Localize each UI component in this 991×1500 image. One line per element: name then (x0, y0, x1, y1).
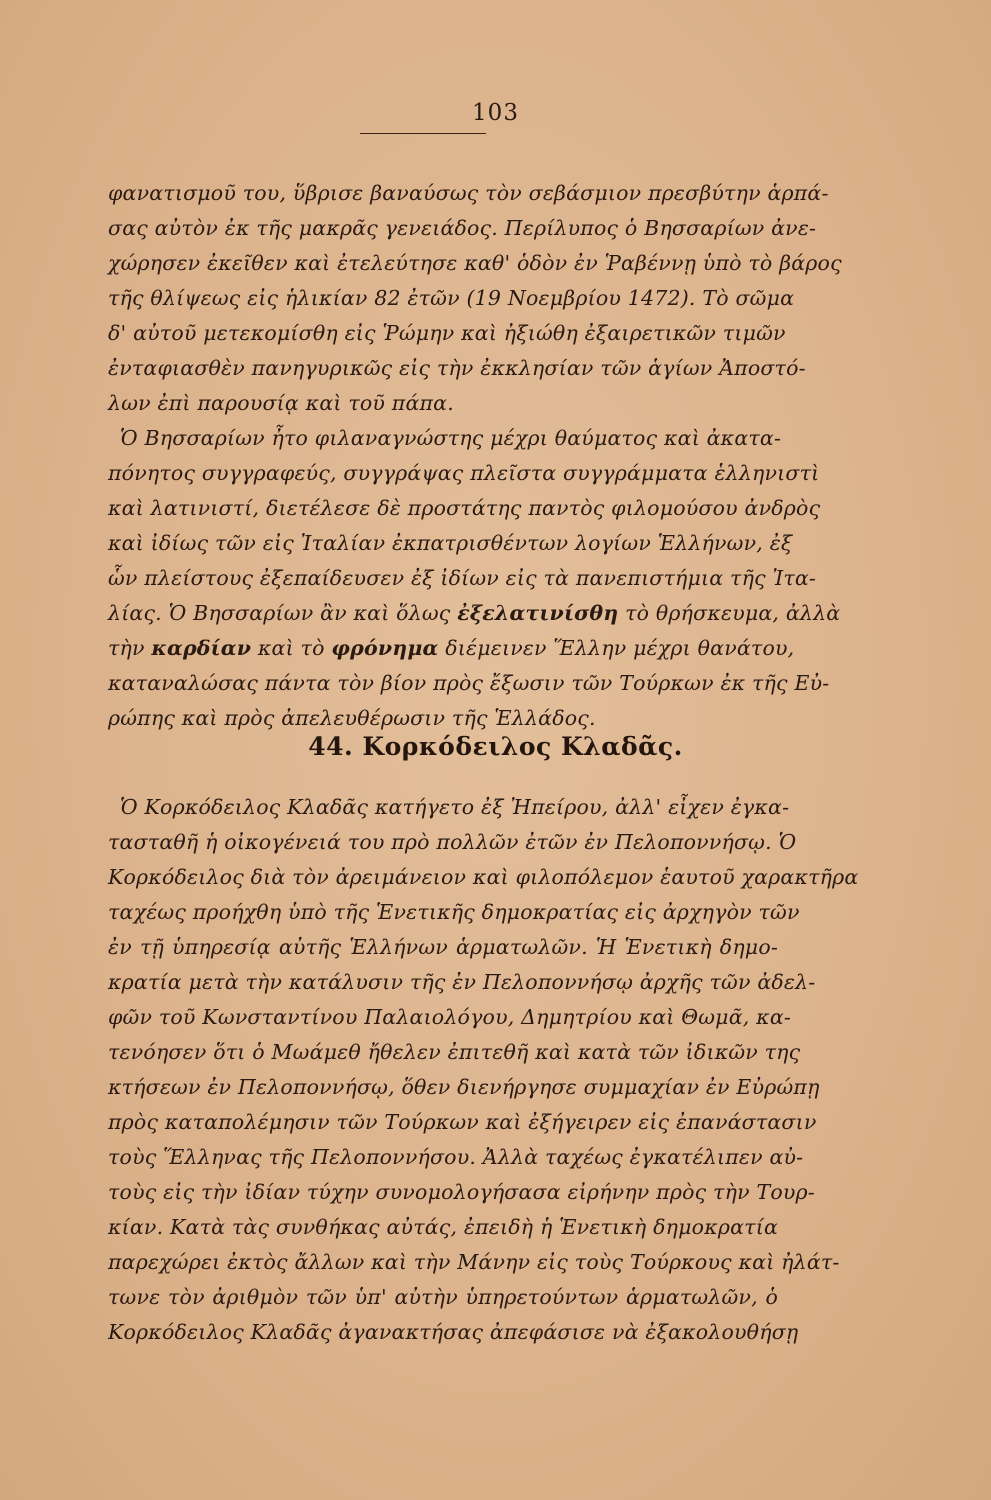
text-line: πρὸς καταπολέμησιν τῶν Τούρκων καὶ ἐξήγειρεν εἰς ἐπανάστασιν (108, 1110, 817, 1134)
text-line: Κορκόδειλος διὰ τὸν ἀρειμάνειον καὶ φιλοπόλεμον ἑαυτοῦ χαρακτῆρα (108, 865, 859, 889)
text-run: τὴν (108, 636, 152, 660)
text-line: πόνητος συγγραφεύς, συγγράψας πλεῖστα συγγράμματα ἑλληνιστὶ (108, 461, 820, 485)
text-line: σας αὐτὸν ἐκ τῆς μακρᾶς γενειάδος. Περίλυπος ὁ Βησσαρίων ἀνε- (108, 216, 817, 240)
text-line: Ὁ Κορκόδειλος Κλαδᾶς κατήγετο ἐξ Ἠπείρου, ἀλλ' εἶχεν ἐγκα- (120, 795, 790, 819)
text-line: τῆς θλίψεως εἰς ἡλικίαν 82 ἐτῶν (19 Νοεμβρίου 1472). Τὸ σῶμα (108, 286, 795, 310)
text-run: τὸ θρήσκευμα, ἀλλὰ (618, 601, 841, 625)
text-line: τοὺς Ἕλληνας τῆς Πελοποννήσου. Ἀλλὰ ταχέως ἐγκατέλιπεν αὐ- (108, 1145, 804, 1169)
text-line: καὶ λατινιστί, διετέλεσε δὲ προστάτης παντὸς φιλομούσου ἀνδρὸς (108, 496, 821, 520)
text-line: ὧν πλείστους ἐξεπαίδευσεν ἐξ ἰδίων εἰς τὰ πανεπιστήμια τῆς Ἰτα- (108, 566, 817, 590)
text-line: ἐνταφιασθὲν πανηγυρικῶς εἰς τὴν ἐκκλησίαν τῶν ἁγίων Ἀποστό- (108, 356, 806, 380)
text-line: Κορκόδειλος Κλαδᾶς ἀγανακτήσας ἀπεφάσισε νὰ ἐξακολουθήσῃ (108, 1320, 799, 1344)
text-line: ρώπης καὶ πρὸς ἀπελευθέρωσιν τῆς Ἑλλάδος. (108, 706, 596, 730)
text-line: ταχέως προήχθη ὑπὸ τῆς Ἑνετικῆς δημοκρατίας εἰς ἀρχηγὸν τῶν (108, 900, 800, 924)
text-line: παρεχώρει ἐκτὸς ἄλλων καὶ τὴν Μάνην εἰς τοὺς Τούρκους καὶ ἠλάτ- (108, 1250, 840, 1274)
text-line: κτήσεων ἐν Πελοποννήσῳ, ὅθεν διενήργησε συμμαχίαν ἐν Εὐρώπῃ (108, 1075, 820, 1099)
text-line (108, 631, 795, 665)
text-line: κίαν. Κατὰ τὰς συνθήκας αὐτάς, ἐπειδὴ ἡ Ἑνετικὴ δημοκρατία (108, 1215, 778, 1239)
text-line: τενόησεν ὅτι ὁ Μωάμεθ ἤθελεν ἐπιτεθῆ καὶ κατὰ τῶν ἰδικῶν της (108, 1040, 801, 1064)
emphasized-word: φρόνημα (331, 636, 439, 660)
text-line: τοὺς εἰς τὴν ἰδίαν τύχην συνομολογήσασα εἰρήνην πρὸς τὴν Τουρ- (108, 1180, 815, 1204)
text-line: ἐν τῇ ὑπηρεσίᾳ αὐτῆς Ἑλλήνων ἁρματωλῶν. Ἡ Ἑνετικὴ δημο- (108, 935, 778, 959)
text-line: λων ἐπὶ παρουσίᾳ καὶ τοῦ πάπα. (108, 391, 454, 415)
emphasized-word: ἐξελατινίσθη (457, 601, 619, 625)
text-line: χώρησεν ἐκεῖθεν καὶ ἐτελεύτησε καθ' ὁδὸν ἐν Ῥαβέννῃ ὑπὸ τὸ βάρος (108, 251, 842, 275)
text-line: φανατισμοῦ του, ὕβρισε βαναύσως τὸν σεβάσμιον πρεσβύτην ἁρπά- (108, 181, 829, 205)
emphasized-word: καρδίαν (151, 636, 252, 660)
section-title: 44. Κορκόδειλος Κλαδᾶς. (308, 732, 683, 761)
text-run: διέμεινεν Ἕλλην μέχρι θανάτου, (438, 636, 795, 660)
text-line: Ὁ Βησσαρίων ἦτο φιλαναγνώστης μέχρι θαύματος καὶ ἀκατα- (120, 426, 782, 450)
text-line: τασταθῆ ἡ οἰκογένειά του πρὸ πολλῶν ἐτῶν ἐν Πελοποννήσῳ. Ὁ (108, 830, 797, 854)
text-line: τωνε τὸν ἀριθμὸν τῶν ὑπ' αὐτὴν ὑπηρετούντων ἁρματωλῶν, ὁ (108, 1285, 778, 1309)
text-line: φῶν τοῦ Κωνσταντίνου Παλαιολόγου, Δημητρίου καὶ Θωμᾶ, κα- (108, 1005, 791, 1029)
text-line: κρατία μετὰ τὴν κατάλυσιν τῆς ἐν Πελοποννήσῳ ἀρχῆς τῶν ἀδελ- (108, 970, 816, 994)
text-line: καὶ ἰδίως τῶν εἰς Ἰταλίαν ἐκπατρισθέντων λογίων Ἑλλήνων, ἐξ (108, 531, 793, 555)
text-line: καταναλώσας πάντα τὸν βίον πρὸς ἔξωσιν τῶν Τούρκων ἐκ τῆς Εὐ- (108, 671, 830, 695)
header-rule (360, 133, 486, 134)
text-line (108, 596, 841, 630)
text-run: λίας. Ὁ Βησσαρίων ἂν καὶ ὅλως (108, 601, 458, 625)
text-line: δ' αὐτοῦ μετεκομίσθη εἰς Ῥώμην καὶ ἠξιώθη ἐξαιρετικῶν τιμῶν (108, 321, 786, 345)
text-run: καὶ τὸ (251, 636, 332, 660)
page-number: 103 (472, 100, 519, 126)
